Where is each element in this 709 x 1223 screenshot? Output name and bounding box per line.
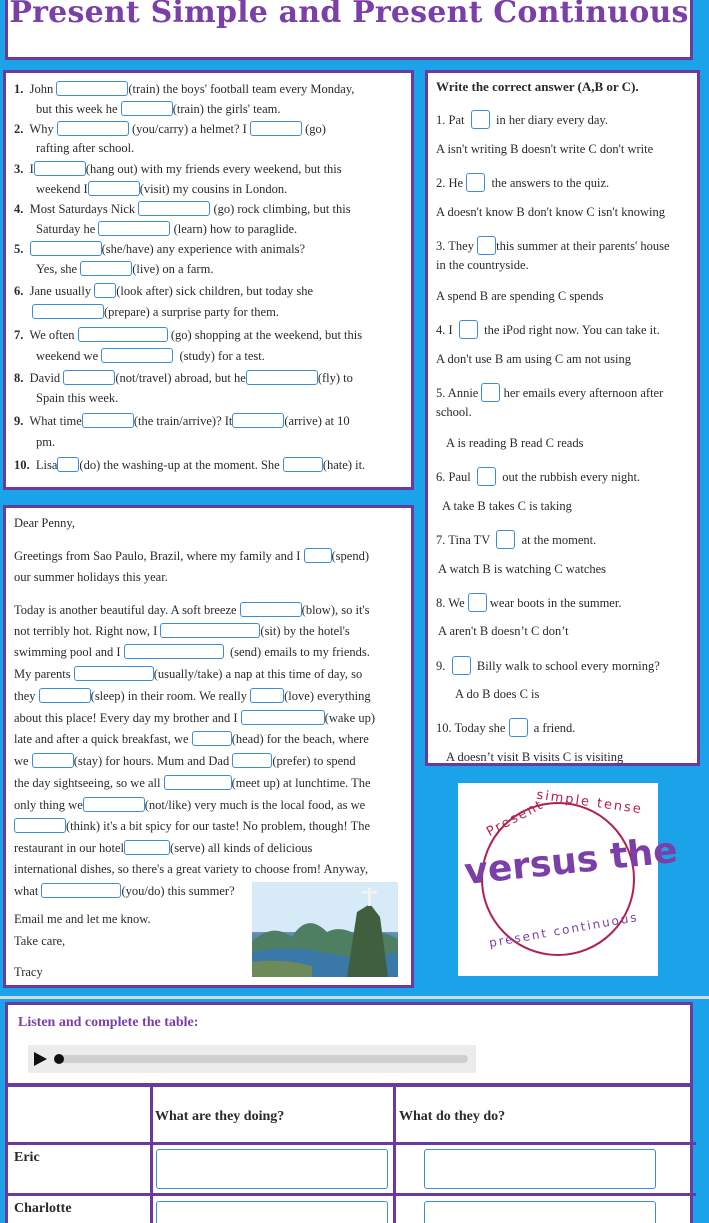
text: (the train/arrive)? It bbox=[133, 414, 233, 428]
audio-player bbox=[28, 1045, 476, 1073]
text: 4. I bbox=[436, 323, 453, 337]
answer-blank[interactable] bbox=[94, 283, 116, 298]
text: we bbox=[14, 754, 29, 768]
ex3-question bbox=[436, 467, 640, 486]
text: Saturday he bbox=[36, 222, 96, 236]
text: (go) shopping at the weekend, but this bbox=[170, 328, 363, 342]
play-icon[interactable] bbox=[34, 1052, 47, 1066]
text: but this week he bbox=[36, 102, 118, 116]
ex3-options: A don't use B am using C am not using bbox=[436, 352, 631, 366]
text: restaurant in our hotel bbox=[14, 841, 125, 855]
text: (usually/take) a nap at this time of day, so bbox=[153, 667, 363, 681]
answer-blank[interactable] bbox=[57, 457, 79, 472]
answer-blank[interactable] bbox=[124, 644, 224, 659]
title-box bbox=[5, 0, 693, 60]
letter-line: Email me and let me know. bbox=[14, 912, 151, 926]
charlotte-do-input[interactable] bbox=[424, 1201, 656, 1223]
row-label: Eric bbox=[14, 1150, 40, 1165]
answer-blank[interactable] bbox=[30, 241, 102, 256]
answer-blank[interactable] bbox=[80, 261, 132, 276]
col-header-do: What do they do? bbox=[399, 1109, 506, 1124]
ex1-line bbox=[36, 141, 134, 155]
letter-line bbox=[14, 666, 362, 681]
text: what bbox=[14, 884, 39, 898]
answer-blank[interactable] bbox=[82, 413, 134, 428]
answer-blank[interactable] bbox=[63, 370, 115, 385]
text: Jane usually bbox=[29, 284, 92, 298]
text: (wake up) bbox=[324, 711, 375, 725]
ex3-options: A do B does C is bbox=[455, 687, 540, 701]
text: at the moment. bbox=[521, 533, 597, 547]
answer-blank[interactable] bbox=[32, 304, 104, 319]
answer-box[interactable] bbox=[477, 236, 496, 255]
ex4-heading: Listen and complete the table: bbox=[18, 1015, 199, 1030]
letter-line bbox=[14, 688, 371, 703]
answer-blank[interactable] bbox=[14, 818, 66, 833]
text: (you/carry) a helmet? I bbox=[131, 122, 247, 136]
letter-line bbox=[14, 548, 369, 563]
ex3-options: A watch B is watching C watches bbox=[438, 562, 607, 576]
text: (not/like) very much is the local food, as we bbox=[144, 798, 366, 812]
table-divider bbox=[8, 1142, 696, 1145]
answer-box[interactable] bbox=[459, 320, 478, 339]
ex3-options: A doesn’t visit B visits C is visiting bbox=[446, 750, 624, 764]
letter-greeting: Dear Penny, bbox=[14, 516, 75, 530]
text: 10. Today she bbox=[436, 721, 506, 735]
answer-blank[interactable] bbox=[124, 840, 170, 855]
ex3-question bbox=[436, 320, 660, 339]
letter-line bbox=[14, 710, 375, 725]
ex3-question bbox=[436, 593, 621, 612]
text: (go) bbox=[305, 122, 326, 136]
text: David bbox=[29, 371, 61, 385]
ex1-line bbox=[14, 121, 326, 136]
text: (sit) by the hotel's bbox=[260, 624, 350, 638]
text: (study) for a test. bbox=[179, 349, 265, 363]
answer-blank[interactable] bbox=[138, 201, 210, 216]
text: only thing we bbox=[14, 798, 83, 812]
audio-progress-knob[interactable] bbox=[54, 1054, 64, 1064]
text: (live) on a farm. bbox=[132, 262, 214, 276]
charlotte-doing-input[interactable] bbox=[156, 1201, 388, 1223]
item-number: 2. bbox=[14, 122, 24, 136]
letter-signature: Tracy bbox=[14, 965, 43, 979]
ex1-line bbox=[14, 81, 354, 96]
answer-blank[interactable] bbox=[32, 753, 74, 768]
ex3-options: A doesn't know B don't know C isn't knowing bbox=[436, 205, 665, 219]
exercise-1-panel bbox=[3, 70, 414, 490]
answer-blank[interactable] bbox=[283, 457, 323, 472]
ex3-question bbox=[436, 656, 660, 675]
letter-line bbox=[14, 840, 312, 855]
ex3-question bbox=[436, 173, 609, 192]
rio-photo bbox=[252, 882, 398, 977]
text: (train) the boys' football team every Monday, bbox=[128, 82, 355, 96]
answer-box[interactable] bbox=[466, 173, 485, 192]
ex1-line bbox=[36, 221, 297, 236]
ex1-line bbox=[36, 181, 287, 196]
answer-blank[interactable] bbox=[246, 370, 318, 385]
ex3-options: A spend B are spending C spends bbox=[436, 289, 604, 303]
text: the answers to the quiz. bbox=[491, 176, 610, 190]
answer-blank[interactable] bbox=[78, 327, 168, 342]
ex1-line bbox=[36, 435, 55, 449]
ex1-line bbox=[32, 304, 279, 319]
item-number: 3. bbox=[14, 162, 24, 176]
text: (prefer) to spend bbox=[272, 754, 356, 768]
text: pm. bbox=[36, 435, 56, 449]
row-label: Charlotte bbox=[14, 1201, 72, 1216]
letter-line bbox=[14, 775, 371, 790]
letter-line bbox=[14, 797, 365, 812]
text: weekend I bbox=[36, 182, 88, 196]
item-number: 4. bbox=[14, 202, 24, 216]
text: (not/travel) abroad, but he bbox=[115, 371, 246, 385]
text: Yes, she bbox=[36, 262, 78, 276]
ex1-line bbox=[14, 283, 313, 298]
text: (hang out) with my friends every weekend, but this bbox=[85, 162, 342, 176]
answer-box[interactable] bbox=[468, 593, 487, 612]
text: (think) it's a bit spicy for our taste! No problem, though! The bbox=[66, 819, 371, 833]
answer-blank[interactable] bbox=[41, 883, 121, 898]
col-header-doing: What are they doing? bbox=[155, 1109, 285, 1124]
text: 3. They bbox=[436, 239, 474, 253]
letter-line bbox=[14, 818, 370, 833]
answer-box[interactable] bbox=[471, 110, 490, 129]
ex3-question bbox=[436, 383, 663, 402]
text: What time bbox=[29, 414, 82, 428]
text: the iPod right now. You can take it. bbox=[484, 323, 660, 337]
text: (fly) to bbox=[317, 371, 353, 385]
ex3-options: A is reading B read C reads bbox=[446, 436, 584, 450]
text: in her diary every day. bbox=[495, 113, 608, 127]
text: (arrive) at 10 bbox=[284, 414, 350, 428]
page-title: Present Simple and Present Continuous bbox=[9, 0, 689, 30]
answer-box[interactable] bbox=[509, 718, 528, 737]
tense-logo bbox=[458, 783, 680, 976]
letter-line bbox=[14, 623, 350, 638]
text: (learn) how to paraglide. bbox=[173, 222, 298, 236]
answer-blank[interactable] bbox=[101, 348, 173, 363]
ex3-question bbox=[436, 718, 575, 737]
answer-blank[interactable] bbox=[74, 666, 154, 681]
item-number: 6. bbox=[14, 284, 24, 298]
item-number: 9. bbox=[14, 414, 24, 428]
text: My parents bbox=[14, 667, 71, 681]
answer-blank[interactable] bbox=[240, 602, 302, 617]
item-number: 5. bbox=[14, 242, 24, 256]
text: (stay) for hours. Mum and Dad bbox=[73, 754, 230, 768]
eric-doing-input[interactable] bbox=[156, 1149, 388, 1189]
text: swimming pool and I bbox=[14, 645, 121, 659]
ex3-options: A aren't B doesn’t C don’t bbox=[438, 624, 569, 638]
ex3-options: A isn't writing B doesn't write C don't write bbox=[436, 142, 654, 156]
ex3-heading: Write the correct answer (A,B or C). bbox=[436, 79, 639, 94]
item-number: 1. bbox=[14, 82, 24, 96]
answer-blank[interactable] bbox=[192, 731, 232, 746]
letter-line: international dishes, so there's a great variety to choose from! Anyway, bbox=[14, 862, 369, 876]
logo-top-text: simple tense bbox=[535, 787, 644, 818]
text: Most Saturdays Nick bbox=[29, 202, 136, 216]
text: 1. Pat bbox=[436, 113, 465, 127]
answer-box[interactable] bbox=[481, 383, 500, 402]
answer-blank[interactable] bbox=[164, 775, 232, 790]
answer-blank[interactable] bbox=[160, 623, 260, 638]
text: Lisa bbox=[35, 458, 58, 472]
ex1-line bbox=[14, 161, 342, 176]
ex1-line bbox=[14, 457, 365, 472]
text: out the rubbish every night. bbox=[502, 470, 641, 484]
ex1-line bbox=[36, 261, 213, 276]
ex1-line bbox=[14, 370, 353, 385]
listening-table bbox=[5, 1084, 693, 1223]
letter-line bbox=[14, 644, 370, 659]
letter-line bbox=[14, 883, 235, 898]
logo-bottom-text: present continuous bbox=[487, 909, 640, 951]
item-number: 8. bbox=[14, 371, 24, 385]
ex1-line bbox=[14, 327, 362, 342]
text: Billy walk to school every morning? bbox=[476, 659, 660, 673]
answer-blank[interactable] bbox=[88, 181, 140, 196]
answer-box[interactable] bbox=[496, 530, 515, 549]
letter-line: Take care, bbox=[14, 934, 66, 948]
text: (you/do) this summer? bbox=[121, 884, 235, 898]
text: (serve) all kinds of delicious bbox=[170, 841, 313, 855]
text: 9. bbox=[436, 659, 446, 673]
text: rafting after school. bbox=[36, 141, 135, 155]
exercise-3-panel bbox=[425, 70, 700, 766]
text: late and after a quick breakfast, we bbox=[14, 732, 189, 746]
text: (train) the girls' team. bbox=[172, 102, 281, 116]
text: I bbox=[29, 162, 34, 176]
answer-blank[interactable] bbox=[304, 548, 332, 563]
text: (she/have) any experience with animals? bbox=[101, 242, 306, 256]
logo-left-text: Present bbox=[484, 797, 547, 840]
text: Today is another beautiful day. A soft breeze bbox=[14, 603, 237, 617]
ex3-question bbox=[436, 236, 670, 255]
text: Greetings from Sao Paulo, Brazil, where my family and I bbox=[14, 549, 301, 563]
text: (meet up) at lunchtime. The bbox=[231, 776, 371, 790]
eric-do-input[interactable] bbox=[424, 1149, 656, 1189]
text: Why bbox=[29, 122, 54, 136]
answer-blank[interactable] bbox=[250, 121, 302, 136]
letter-line bbox=[14, 753, 356, 768]
table-divider bbox=[393, 1087, 396, 1223]
rio-photo-illustration bbox=[252, 882, 398, 977]
text: 5. Annie bbox=[436, 386, 479, 400]
text: (send) emails to my friends. bbox=[229, 645, 370, 659]
ex3-question-cont: school. bbox=[436, 405, 472, 419]
ex1-line bbox=[36, 348, 265, 363]
table-divider bbox=[8, 1193, 696, 1196]
answer-blank[interactable] bbox=[56, 81, 128, 96]
ex3-options: A take B takes C is taking bbox=[442, 499, 572, 513]
answer-box[interactable] bbox=[477, 467, 496, 486]
exercise-4-panel bbox=[5, 1002, 693, 1086]
text: weekend we bbox=[36, 349, 99, 363]
ex1-line bbox=[14, 241, 305, 256]
answer-blank[interactable] bbox=[121, 101, 173, 116]
answer-blank[interactable] bbox=[250, 688, 284, 703]
text: wear boots in the summer. bbox=[489, 596, 622, 610]
text: a friend. bbox=[533, 721, 576, 735]
answer-blank[interactable] bbox=[83, 797, 145, 812]
ex3-question bbox=[436, 110, 608, 129]
logo-middle-text: versus the bbox=[462, 829, 680, 894]
answer-blank[interactable] bbox=[241, 710, 325, 725]
text: John bbox=[29, 82, 54, 96]
text: (hate) it. bbox=[322, 458, 366, 472]
text: We often bbox=[29, 328, 75, 342]
ex1-line bbox=[36, 391, 118, 405]
ex1-line bbox=[14, 413, 350, 428]
letter-line: our summer holidays this year. bbox=[14, 570, 168, 584]
ex3-question-cont: in the countryside. bbox=[436, 258, 529, 272]
text: 6. Paul bbox=[436, 470, 471, 484]
text: 8. We bbox=[436, 596, 465, 610]
answer-blank[interactable] bbox=[232, 413, 284, 428]
section-divider bbox=[0, 996, 709, 999]
answer-box[interactable] bbox=[452, 656, 471, 675]
ex3-question bbox=[436, 530, 596, 549]
text: (head) for the beach, where bbox=[231, 732, 369, 746]
ex1-line bbox=[14, 201, 351, 216]
text: (look after) sick children, but today she bbox=[116, 284, 314, 298]
letter-line bbox=[14, 731, 369, 746]
text: (spend) bbox=[331, 549, 370, 563]
text: (go) rock climbing, but this bbox=[213, 202, 351, 216]
audio-progress-track[interactable] bbox=[58, 1055, 468, 1063]
answer-blank[interactable] bbox=[232, 753, 272, 768]
text: about this place! Every day my brother and I bbox=[14, 711, 238, 725]
text: this summer at their parents' house bbox=[496, 239, 670, 253]
text: the day sightseeing, so we all bbox=[14, 776, 161, 790]
text: her emails every afternoon after bbox=[503, 386, 664, 400]
text: (love) everything bbox=[284, 689, 371, 703]
text: 7. Tina TV bbox=[436, 533, 491, 547]
answer-blank[interactable] bbox=[57, 121, 129, 136]
table-divider bbox=[150, 1087, 153, 1223]
text: they bbox=[14, 689, 36, 703]
text: (sleep) in their room. We really bbox=[90, 689, 248, 703]
letter-line bbox=[14, 602, 370, 617]
text: 2. He bbox=[436, 176, 464, 190]
item-number: 10. bbox=[14, 458, 30, 472]
answer-blank[interactable] bbox=[34, 161, 86, 176]
ex1-line bbox=[36, 101, 281, 116]
text: (prepare) a surprise party for them. bbox=[104, 305, 279, 319]
text: (blow), so it's bbox=[301, 603, 370, 617]
answer-blank[interactable] bbox=[39, 688, 91, 703]
text: Spain this week. bbox=[36, 391, 119, 405]
text: not terribly hot. Right now, I bbox=[14, 624, 158, 638]
item-number: 7. bbox=[14, 328, 24, 342]
text: (visit) my cousins in London. bbox=[139, 182, 288, 196]
answer-blank[interactable] bbox=[98, 221, 170, 236]
text: (do) the washing-up at the moment. She bbox=[79, 458, 280, 472]
